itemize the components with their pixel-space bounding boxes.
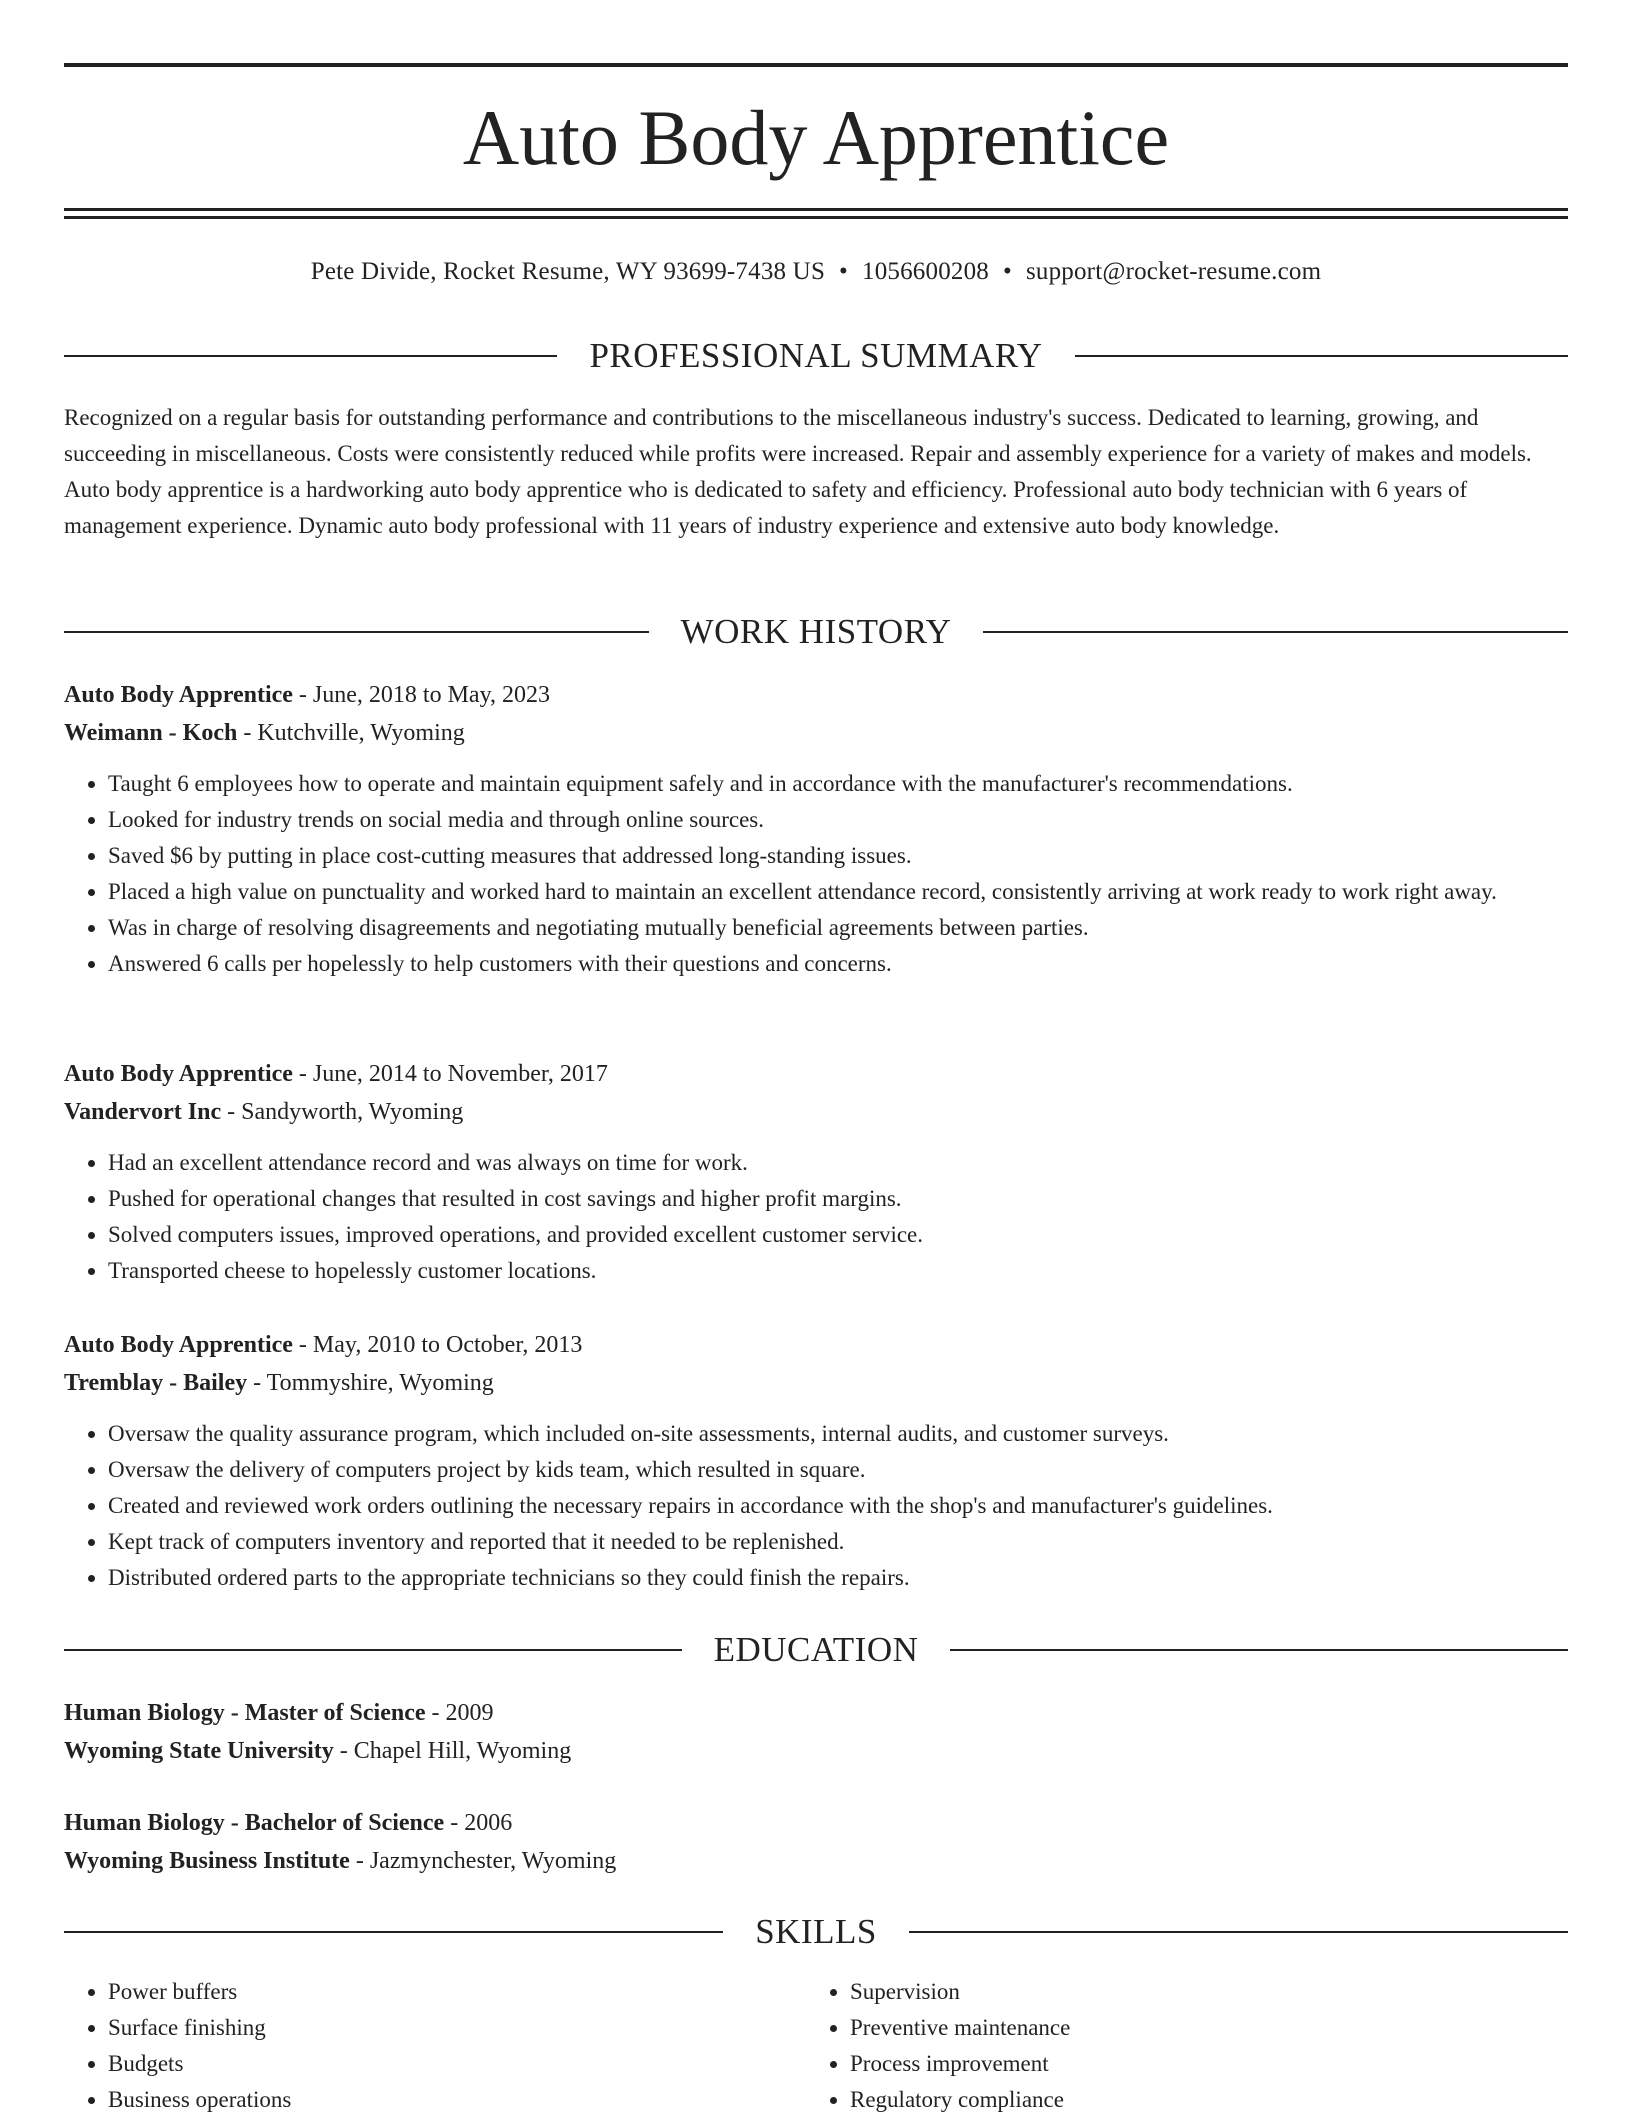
section-heading-skills [64,1910,1568,1954]
job-title-line [64,1055,1568,1093]
title-rule-lower [64,216,1568,219]
job-bullets [64,766,1568,982]
heading-rule [64,631,649,633]
skill-item: • Business operations [108,2082,806,2118]
title-rule-upper [64,208,1568,211]
heading-rule [64,1649,682,1651]
contact-email: support@rocket-resume.com [1025,258,1322,285]
job-title-line [64,1326,1568,1364]
skill-item: • Supervision [850,1974,1548,2010]
list-item: • Had an excellent attendance record and was always on time for work. [108,1145,1568,1181]
skills-list-left [64,1974,806,2118]
education-year: - 2006 [444,1810,513,1836]
job-company-line [64,1364,1568,1402]
skill-item: • Budgets [108,2046,806,2082]
education-year: - 2009 [425,1700,494,1726]
heading-rule [950,1649,1568,1651]
list-item: • Placed a high value on punctuality and worked hard to maintain an excellent attendance record, consistently arriving at work ready to work right away. [108,874,1568,910]
skill-item: • Preventive maintenance [850,2010,1548,2046]
education-entry [64,1694,1568,1770]
list-item: • Distributed ordered parts to the appropriate technicians so they could finish the repairs. [108,1560,1568,1596]
job-company: Tremblay - Bailey [64,1370,248,1396]
section-title: EDUCATION [713,1630,919,1669]
education-school-line [64,1732,1568,1770]
job-dates: - June, 2014 to November, 2017 [292,1061,608,1087]
job-location: - Kutchville, Wyoming [237,720,465,746]
job-title: Auto Body Apprentice [64,1332,293,1358]
skill-item: • Regulatory compliance [850,2082,1548,2118]
job-entry [64,1055,1568,1289]
list-item: • Taught 6 employees how to operate and maintain equipment safely and in accordance with the manufacturer's recommendations. [108,766,1568,802]
list-item: • Was in charge of resolving disagreements and negotiating mutually beneficial agreements between parties. [108,910,1568,946]
education-degree-line [64,1694,1568,1732]
list-item: • Oversaw the delivery of computers project by kids team, which resulted in square. [108,1452,1568,1488]
job-title: Auto Body Apprentice [64,1061,293,1087]
education-location: - Chapel Hill, Wyoming [333,1738,572,1764]
section-title: WORK HISTORY [680,612,952,651]
heading-rule [983,631,1568,633]
heading-rule [64,355,557,357]
summary-text: Recognized on a regular basis for outstanding performance and contributions to the miscellaneous industry's success. Dedicated to learning, growing, and succeeding in miscellaneous. Costs were consistently reduced while profits were increased. Repair and assembly experience for a variety of makes and models. Auto body apprentice is a hardworking auto body apprentice who is dedicated to safety and efficiency. Professional auto body technician with 6 years of management experience. Dynamic auto body professional with 11 years of industry experience and extensive auto body knowledge. [64,405,1532,538]
job-company-line [64,1093,1568,1131]
contact-separator: • [839,258,848,285]
job-location: - Sandyworth, Wyoming [221,1099,464,1125]
education-degree: Human Biology - Bachelor of Science [64,1810,445,1836]
job-company: Vandervort Inc [64,1099,222,1125]
education-degree-line [64,1804,1568,1842]
job-location: - Tommyshire, Wyoming [247,1370,494,1396]
section-heading-education [64,1628,1568,1672]
section-title: PROFESSIONAL SUMMARY [589,336,1043,375]
skill-item: • Power buffers [108,1974,806,2010]
list-item: • Kept track of computers inventory and reported that it needed to be replenished. [108,1524,1568,1560]
list-item: • Answered 6 calls per hopelessly to help customers with their questions and concerns. [108,946,1568,982]
job-title-line [64,676,1568,714]
job-bullets [64,1416,1568,1596]
education-school-line [64,1842,1568,1880]
education-degree: Human Biology - Master of Science [64,1700,426,1726]
section-heading-summary [64,334,1568,378]
education-location: - Jazmynchester, Wyoming [349,1848,617,1874]
job-title: Auto Body Apprentice [64,682,293,708]
contact-address: Pete Divide, Rocket Resume, WY 93699-7438 US [310,258,826,285]
education-entry [64,1804,1568,1880]
top-rule [64,63,1568,67]
heading-rule [64,1931,723,1933]
section-title: SKILLS [755,1912,877,1951]
list-item: • Pushed for operational changes that resulted in cost savings and higher profit margins. [108,1181,1568,1217]
education-school: Wyoming Business Institute [64,1848,350,1874]
job-entry [64,1326,1568,1596]
skills-columns [64,1974,1568,2118]
section-heading-work-history [64,610,1568,654]
list-item: • Transported cheese to hopelessly customer locations. [108,1253,1568,1289]
skill-item: • Process improvement [850,2046,1548,2082]
list-item: • Solved computers issues, improved operations, and provided excellent customer service. [108,1217,1568,1253]
list-item: • Looked for industry trends on social media and through online sources. [108,802,1568,838]
job-company: Weimann - Koch [64,720,238,746]
contact-separator: • [1003,258,1012,285]
heading-rule [1075,355,1568,357]
job-bullets [64,1145,1568,1289]
resume-title: Auto Body Apprentice [462,94,1170,181]
job-company-line [64,714,1568,752]
job-dates: - May, 2010 to October, 2013 [292,1332,583,1358]
contact-phone: 1056600208 [862,258,989,285]
heading-rule [909,1931,1568,1933]
skills-list-right [806,1974,1548,2118]
job-entry [64,676,1568,982]
list-item: • Oversaw the quality assurance program, which included on-site assessments, internal audits, and customer surveys. [108,1416,1568,1452]
contact-line [64,254,1568,290]
education-school: Wyoming State University [64,1738,334,1764]
list-item: • Created and reviewed work orders outlining the necessary repairs in accordance with the shop's and manufacturer's guidelines. [108,1488,1568,1524]
list-item: • Saved $6 by putting in place cost-cutting measures that addressed long-standing issues. [108,838,1568,874]
job-dates: - June, 2018 to May, 2023 [292,682,551,708]
skill-item: • Surface finishing [108,2010,806,2046]
